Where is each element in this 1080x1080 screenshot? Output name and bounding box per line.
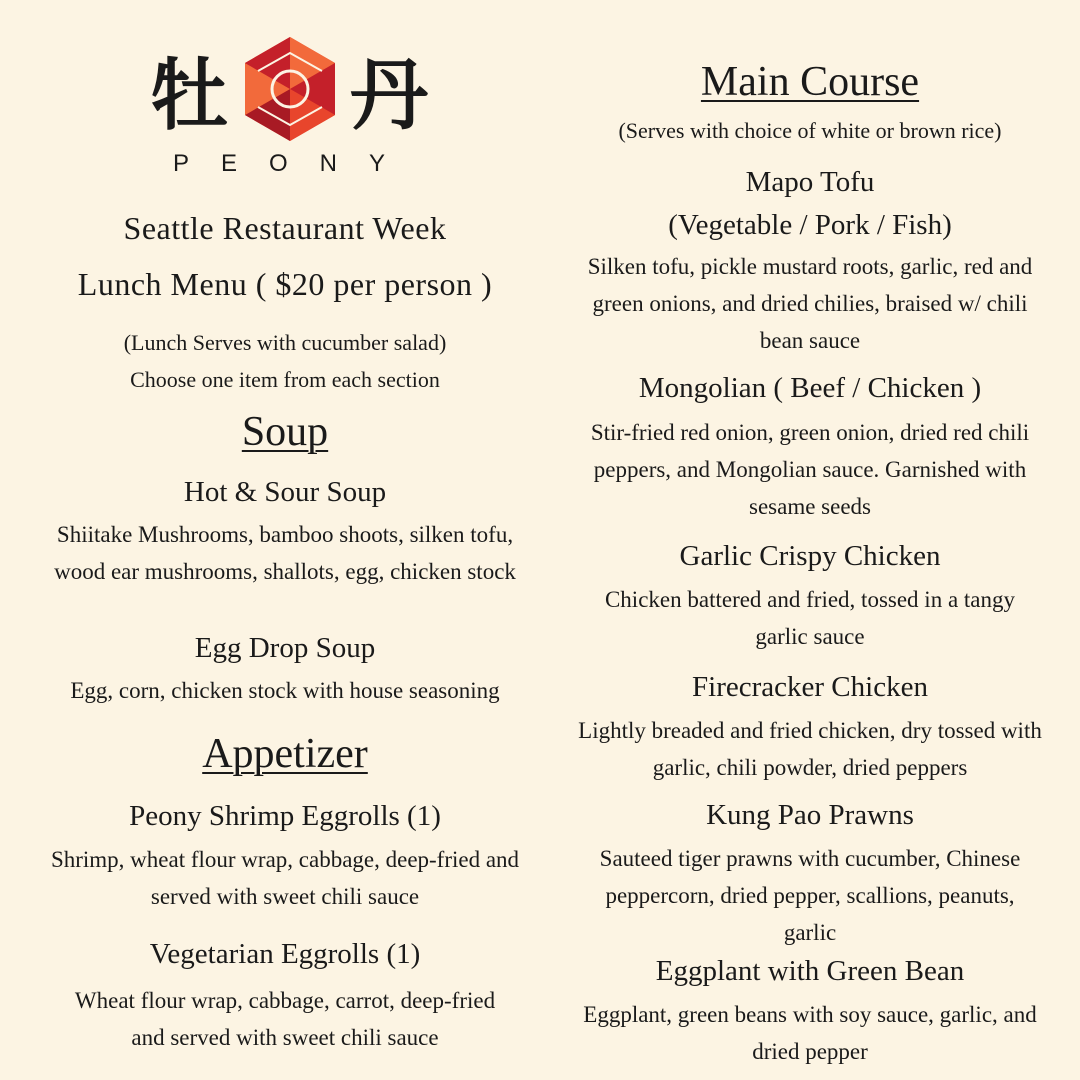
menu-title: Lunch Menu ( $20 per person ) — [77, 266, 493, 302]
menu-item-desc: Eggplant, green beans with soy sauce, garlic, and — [583, 1002, 1037, 1027]
menu-item-desc: Shiitake Mushrooms, bamboo shoots, silken tofu, — [56, 522, 514, 547]
lunch-note: (Lunch Serves with cucumber salad) — [123, 330, 447, 355]
menu-item-desc: Egg, corn, chicken stock with house seasoning — [70, 678, 500, 703]
menu-item-name: Peony Shrimp Eggrolls (1) — [129, 800, 441, 832]
menu-item-options: (Vegetable / Pork / Fish) — [668, 209, 952, 241]
menu-item-desc: Lightly breaded and fried chicken, dry tossed with — [578, 718, 1042, 743]
menu-item-name: Kung Pao Prawns — [706, 799, 914, 831]
menu-item-desc: garlic, chili powder, dried peppers — [652, 755, 968, 780]
menu-item-desc: green onions, and dried chilies, braised w/ chili — [592, 291, 1028, 316]
choose-note: Choose one item from each section — [130, 367, 440, 392]
menu-item-desc: Wheat flour wrap, cabbage, carrot, deep-fried — [74, 988, 496, 1013]
menu-item-name: Hot & Sour Soup — [183, 476, 387, 508]
menu-item-name: Garlic Crispy Chicken — [679, 540, 941, 572]
menu-item-desc: Stir-fried red onion, green onion, dried red chili — [590, 420, 1030, 445]
appetizer-heading: Appetizer — [202, 731, 368, 777]
menu-item-desc: Silken tofu, pickle mustard roots, garlic, red and — [587, 254, 1033, 279]
peony-logo-mark — [150, 34, 430, 144]
menu-item-desc: garlic — [783, 920, 837, 945]
menu-item-desc: Sauteed tiger prawns with cucumber, Chinese — [599, 846, 1021, 871]
menu-item-name: Mongolian ( Beef / Chicken ) — [638, 372, 982, 404]
menu-item-desc: Shrimp, wheat flour wrap, cabbage, deep-fried and — [50, 847, 520, 872]
menu-item-desc: peppercorn, dried pepper, scallions, peanuts, — [605, 883, 1015, 908]
menu-item-desc: garlic sauce — [755, 624, 865, 649]
menu-item-desc: bean sauce — [759, 328, 861, 353]
menu-item-desc: sesame seeds — [749, 494, 871, 519]
soup-heading: Soup — [241, 409, 329, 455]
menu-item-desc: wood ear mushrooms, shallots, egg, chicken stock — [54, 559, 516, 584]
menu-item-desc: dried pepper — [752, 1039, 868, 1064]
hexagon-flower-icon — [245, 37, 335, 141]
main-course-heading: Main Course — [700, 59, 920, 105]
logo-char-right: 丹 — [350, 51, 429, 141]
menu-item-desc: peppers, and Mongolian sauce. Garnished with — [593, 457, 1027, 482]
menu-item-name: Eggplant with Green Bean — [655, 955, 965, 987]
menu-item-name: Mapo Tofu — [745, 166, 875, 198]
main-course-subheading: (Serves with choice of white or brown rice) — [618, 118, 1002, 143]
brand-name: PEONY — [172, 150, 418, 177]
menu-item-name: Vegetarian Eggrolls (1) — [149, 938, 421, 970]
logo-char-left: 牡 — [150, 51, 229, 141]
menu-item-desc: and served with sweet chili sauce — [131, 1025, 439, 1050]
event-title: Seattle Restaurant Week — [123, 210, 447, 246]
menu-item-name: Egg Drop Soup — [194, 632, 376, 664]
menu-item-name: Firecracker Chicken — [692, 671, 928, 703]
menu-item-desc: Chicken battered and fried, tossed in a tangy — [604, 587, 1016, 612]
menu-item-desc: served with sweet chili sauce — [150, 884, 420, 909]
